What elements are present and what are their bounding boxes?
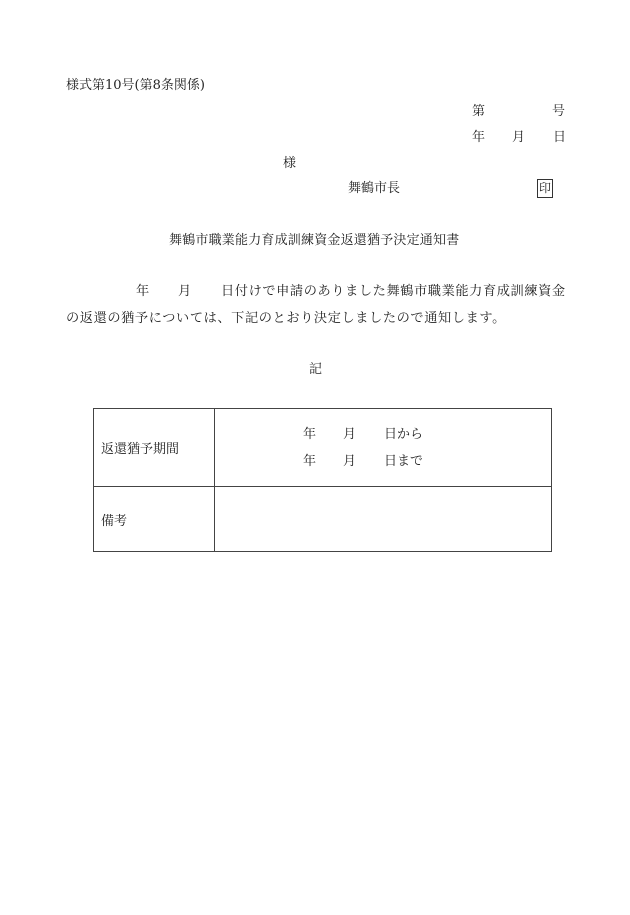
doc-number-prefix: 第 — [472, 104, 486, 119]
seal-stamp: 印 — [537, 179, 553, 198]
period-row — [94, 409, 552, 487]
from-year: 年 — [303, 427, 317, 442]
issuer-name: 舞鶴市長 — [348, 181, 401, 196]
ki-heading: 記 — [309, 362, 323, 377]
to-year: 年 — [303, 454, 317, 469]
body-line2: の返還の猶予については、下記のとおり決定しましたので通知します。 — [66, 311, 506, 326]
from-month: 月 — [343, 427, 357, 442]
to-month: 月 — [343, 454, 357, 469]
remarks-value — [215, 487, 552, 552]
document-title: 舞鶴市職業能力育成訓練資金返還猶予決定通知書 — [169, 233, 460, 248]
period-value — [215, 409, 552, 487]
remarks-row — [94, 487, 552, 552]
body-month: 月 — [178, 284, 192, 299]
date-day: 日 — [553, 130, 567, 145]
period-label: 返還猶予期間 — [94, 409, 215, 487]
to-day: 日まで — [384, 454, 424, 469]
date-month: 月 — [512, 130, 526, 145]
from-day: 日から — [384, 427, 424, 442]
decision-table — [93, 408, 552, 552]
doc-number-suffix: 号 — [552, 104, 566, 119]
body-line1: 日付けで申請のありました舞鶴市職業能力育成訓練資金 — [221, 284, 566, 299]
remarks-label: 備考 — [94, 487, 215, 552]
form-number: 様式第10号(第8条関係) — [66, 78, 205, 93]
date-year: 年 — [472, 130, 486, 145]
addressee-suffix: 様 — [283, 156, 297, 171]
body-year: 年 — [136, 284, 150, 299]
